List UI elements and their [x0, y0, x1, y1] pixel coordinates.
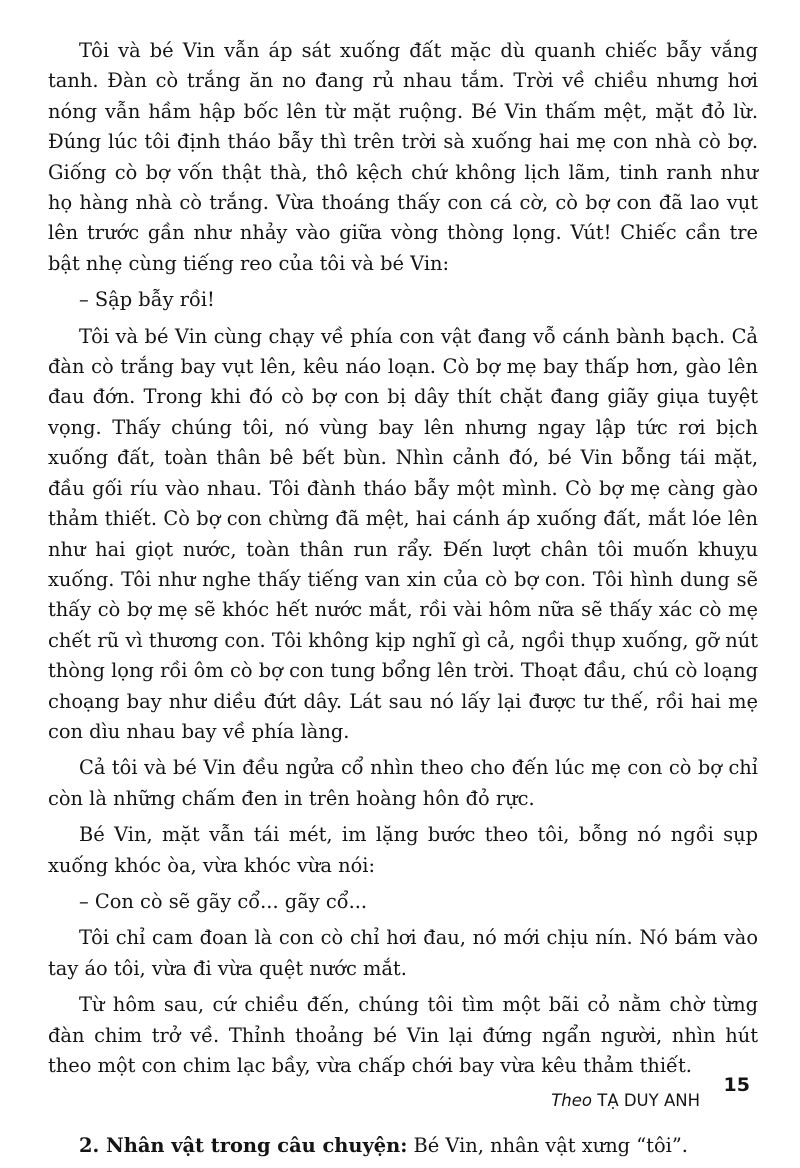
story-paragraph-5: Tôi chỉ cam đoan là con cò chỉ hơi đau, nó mới chịu nín. Nó bám vào tay áo tôi, vừa đi vừa quệt nước mắt.: [48, 926, 758, 980]
source-citation: [48, 1087, 700, 1115]
story-paragraph-3: Cả tôi và bé Vin đều ngửa cổ nhìn theo cho đến lúc mẹ con cò bợ chỉ còn là những chấm đen in trên hoàng hôn đỏ rực.: [48, 756, 758, 810]
page-body: [48, 36, 758, 1168]
note-text: Bé Vin, nhân vật xưng “tôi”.: [407, 1134, 688, 1158]
character-note: [48, 1131, 758, 1161]
page-number: 15: [723, 1074, 750, 1096]
story-paragraph-4: Bé Vin, mặt vẫn tái mét, im lặng bước theo tôi, bỗng nó ngồi sụp xuống khóc òa, vừa khóc vừa nói:: [48, 823, 758, 877]
story-paragraph-2: Tôi và bé Vin cùng chạy về phía con vật đang vỗ cánh bành bạch. Cả đàn cò trắng bay vụt lên, kêu náo loạn. Cò bợ mẹ bay thấp hơn, gào lên đau đớn. Trong khi đó cò bợ con bị dây thít chặt đang giãy giụa tuyệt vọng. Thấy chúng tôi, nó vùng bay lên nhưng ngay lập tức rơi bịch xuống đất, toàn thân bê bết bùn. Nhìn cảnh đó, bé Vin bỗng tái mặt, đầu gối ríu vào nhau. Tôi đành tháo bẫy một mình. Cò bợ mẹ càng gào thảm thiết. Cò bợ con chừng đã mệt, hai cánh áp xuống đất, mắt lóe lên như hai giọt nước, toàn thân run rẩy. Đến lượt chân tôi muốn khuỵu xuống. Tôi như nghe thấy tiếng van xin của cò bợ con. Tôi hình dung sẽ thấy cò bợ mẹ sẽ khóc hết nước mắt, rồi vài hôm nữa sẽ thấy xác cò mẹ chết rũ vì thương con. Tôi không kịp nghĩ gì cả, ngồi thụp xuống, gỡ nút thòng lọng rồi ôm cò bợ con tung bổng lên trời. Thoạt đầu, chú cò loạng choạng bay như diều đứt dây. Lát sau nó lấy lại được tư thế, rồi hai mẹ con dìu nhau bay về phía làng.: [48, 324, 758, 743]
story-paragraph-6: Từ hôm sau, cứ chiều đến, chúng tôi tìm một bãi cỏ nằm chờ từng đàn chim trở về. Thỉnh thoảng bé Vin lại đứng ngẩn người, nhìn hút theo một con chim lạc bầy, vừa chấp chới bay vừa kêu thảm thiết.: [48, 993, 758, 1077]
source-author: TẠ DUY ANH: [597, 1091, 700, 1111]
story-paragraph-1: Tôi và bé Vin vẫn áp sát xuống đất mặc dù quanh chiếc bẫy vắng tanh. Đàn cò trắng ăn no đang rủ nhau tắm. Trời về chiều nhưng hơi nóng vẫn hầm hập bốc lên từ mặt ruộng. Bé Vin thấm mệt, mặt đỏ lừ. Đúng lúc tôi định tháo bẫy thì trên trời sà xuống hai mẹ con nhà cò bợ. Giống cò bợ vốn thật thà, thô kệch chứ không lịch lãm, tinh ranh như họ hàng nhà cò trắng. Vừa thoáng thấy con cá cờ, cò bợ con đã lao vụt lên trước gần như nhảy vào giữa vòng thòng lọng. Vút! Chiếc cần tre bật nhẹ cùng tiếng reo của tôi và bé Vin:: [48, 39, 758, 275]
note-label: 2. Nhân vật trong câu chuyện:: [79, 1134, 408, 1158]
source-prefix: Theo: [551, 1091, 592, 1111]
story-dialog-1: – Sập bẫy rồi!: [79, 288, 215, 312]
story-dialog-2: – Con cò sẽ gãy cổ... gãy cổ...: [79, 889, 368, 913]
